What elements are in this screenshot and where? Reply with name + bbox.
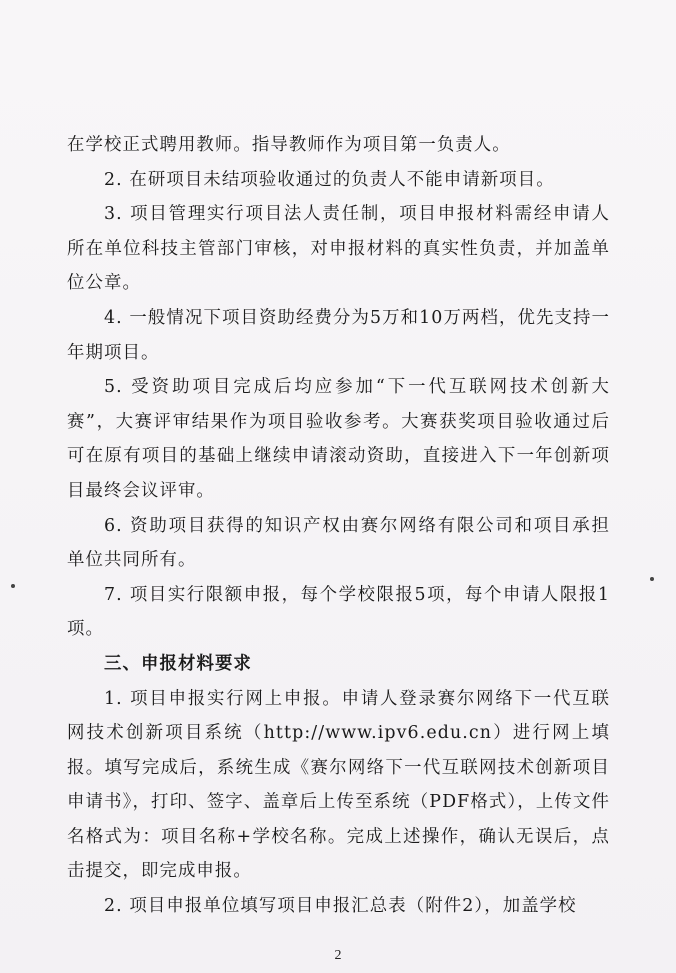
paragraph-item-2: 2. 在研项目未结项验收通过的负责人不能申请新项目。 [104, 169, 555, 190]
paragraph-item-5: 5. 受资助项目完成后均应参加“下一代互联网技术创新大赛”，大赛评审结果作为项目验收参考。大赛获奖项目验收通过后可在原有项目的基础上继续申请滚动资助，直接进入下一年创新项目最终会议评审。 [67, 377, 610, 501]
paragraph-material-2: 2. 项目申报单位填写项目申报汇总表（附件2），加盖学校 [104, 896, 577, 917]
paragraph-item-3: 3. 项目管理实行项目法人责任制，项目申报材料需经申请人所在单位科技主管部门审核，对申报材料的真实性负责，并加盖单位公章。 [67, 204, 610, 294]
paragraph-continuation: 在学校正式聘用教师。指导教师作为项目第一负责人。 [67, 135, 511, 155]
paragraph-item-6: 6. 资助项目获得的知识产权由赛尔网络有限公司和项目承担单位共同所有。 [67, 515, 610, 571]
paragraph-material-1: 1. 项目申报实行网上申报。申请人登录赛尔网络下一代互联网技术创新项目系统（http://www.ipv6.edu.cn）进行网上填报。填写完成后，系统生成《赛尔网络下一代互联网技术创新项目申请书》，打印、签字、盖章后上传至系统（PDF格式），上传文件名格式为：项目名称+学校名称。完成上述操作，确认无误后，点击提交，即完成申报。 [67, 688, 610, 882]
paragraph-item-4: 4. 一般情况下项目资助经费分为5万和10万两档，优先支持一年期项目。 [67, 307, 610, 363]
section-heading: 三、申报材料要求 [104, 653, 252, 674]
page-number: 2 [334, 948, 342, 963]
document-body [67, 128, 610, 924]
margin-mark-left [11, 584, 15, 588]
margin-mark-right [650, 577, 654, 581]
paragraph-item-7: 7. 项目实行限额申报，每个学校限报5项，每个申请人限报1项。 [67, 584, 610, 640]
